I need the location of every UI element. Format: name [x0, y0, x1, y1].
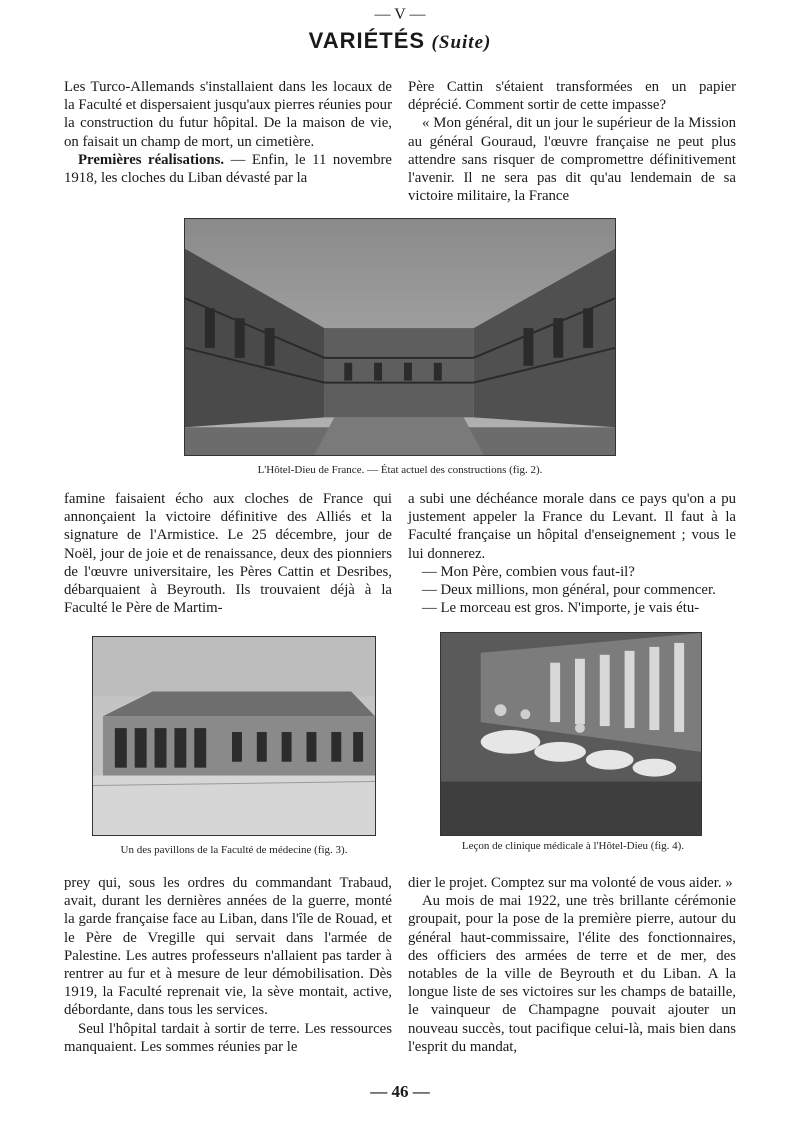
page-number: — 46 — — [370, 1082, 430, 1101]
paragraph: prey qui, sous les ordres du commandant Trabaud, avait, durant les dernières années de la guerre, monté la garde française face au Liban, dans l'île de Rouad, et le Père de Vregille qui servait dans l'armée de Palestine. Les autres professeurs n'allaient pas tarder à rentrer au fur et à mesure de leur démobilisation. Dès 1919, la Faculté reprenait vie, la sève montait, active, débordante, dans tous les services. — [64, 875, 392, 1019]
runin-heading: Premières réalisations. — [78, 151, 225, 168]
paragraph: Les Turco-Allemands s'installaient dans les locaux de la Faculté et dispersaient jusqu'aux pierres réunies pour la construction du futur hôpital. De la maison de vie, on faisait un champ de mort, un cimetière. — [64, 79, 392, 150]
column-right-bottom — [408, 874, 736, 1056]
paragraph: Père Cattin s'étaient transformées en un papier déprécié. Comment sortir de cette impasse? — [408, 79, 736, 114]
paragraph: a subi une déchéance morale dans ce pays qu'on a pu justement appeler la France du Levant. Il faut à la Faculté française un hôpital d'enseignement ; vous le lui donnerez. — [408, 491, 736, 562]
paragraph: famine faisaient écho aux cloches de France qui annonçaient la victoire définitive des Alliés et la signature de l'Armistice. Le 25 décembre, jour de Noël, jour de joie et de renaissance, deux des pionniers de l'œuvre universitaire, les Pères Cattin et Desribes, débarquaient à Beyrouth. Ils trouvaient déjà à la Faculté le Père de Martim- — [64, 491, 392, 617]
paragraph: Au mois de mai 1922, une très brillante cérémonie groupait, pour la pose de la première pierre, autour du général haut-commissaire, l'élite des fonctionnaires, des officiers des armées de terre et de mer, des notables de la ville de Beyrouth et du Liban. A la longue liste de ses victoires sur les champs de bataille, le vainqueur de Champagne pouvait ajouter un nouveau succès, tout pacifique celui-là, mais bien dans l'esprit du mandat, — [408, 893, 736, 1055]
runin-text: — Enfin, le 11 novembre 1918, les cloches du Liban dévasté par la — [64, 151, 392, 187]
column-left-bottom — [64, 874, 392, 1056]
column-right-middle — [408, 490, 736, 617]
title-main: VARIÉTÉS — [308, 28, 426, 53]
pavilion-image — [93, 637, 375, 835]
paragraph: « Mon général, dit un jour le supérieur de la Mission au général Gouraud, l'œuvre française ne peut plus attendre sans risquer de compromettre définitivement l'avenir. Il ne sera pas dit qu'au lendemain de sa victoire militaire, la France — [408, 115, 736, 205]
clinic-image — [441, 633, 701, 835]
photo-hotel-dieu-courtyard — [184, 218, 616, 456]
dialogue-line: — Mon Père, combien vous faut-il? — [422, 563, 635, 580]
paragraph: dier le projet. Comptez sur ma volonté de vous aider. » — [408, 875, 733, 891]
section-mark: — V — — [374, 6, 426, 23]
page-title — [0, 28, 800, 54]
column-left-middle — [64, 490, 392, 617]
dialogue-line: — Deux millions, mon général, pour commencer. — [422, 582, 716, 599]
photo-faculty-pavilion — [92, 636, 376, 836]
column-right-top — [408, 78, 736, 205]
courtyard-image — [185, 219, 615, 455]
title-suffix: (Suite) — [431, 32, 492, 53]
figure-caption: Un des pavillons de la Faculté de médecine (fig. 3). — [120, 844, 348, 856]
dialogue-line: — Le morceau est gros. N'importe, je vais étu- — [422, 600, 700, 617]
column-left-top — [64, 78, 392, 187]
paragraph-runin — [64, 151, 392, 187]
figure-caption: Leçon de clinique médicale à l'Hôtel-Dieu (fig. 4). — [461, 840, 685, 852]
paragraph: Seul l'hôpital tardait à sortir de terre. Les ressources manquaient. Les sommes réunies par le — [64, 1020, 392, 1055]
photo-clinic-lesson — [440, 632, 702, 836]
figure-caption: L'Hôtel-Dieu de France. — État actuel des constructions (fig. 2). — [257, 464, 543, 476]
